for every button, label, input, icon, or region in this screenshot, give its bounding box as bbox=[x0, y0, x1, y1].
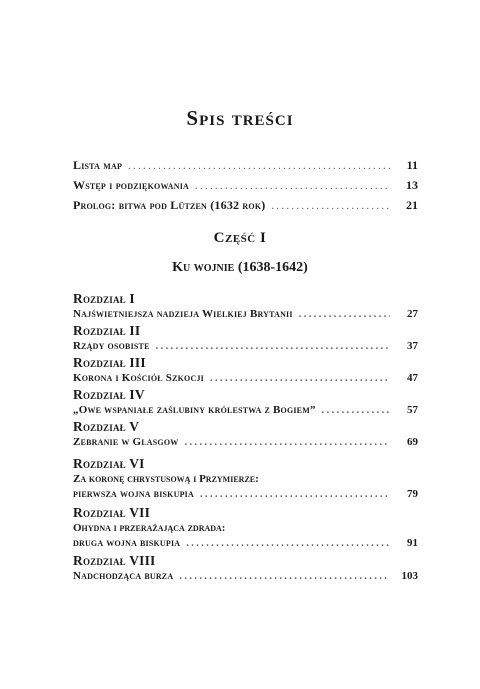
chapter-heading: Rozdział V bbox=[73, 419, 140, 434]
toc-entry-page: 21 bbox=[406, 198, 418, 212]
chapter-heading: Rozdział I bbox=[73, 291, 135, 306]
toc-entry-label: Prolog: bitwa pod Lützen (1632 rok) bbox=[73, 198, 266, 212]
toc-entry-page: 79 bbox=[407, 488, 418, 500]
toc-entry-page: 57 bbox=[407, 404, 418, 416]
chapter-title: druga wojna biskupia bbox=[73, 537, 181, 549]
dot-leader bbox=[156, 341, 390, 352]
chapter-title: Za koronę chrystusową i Przymierze: bbox=[73, 473, 259, 485]
toc-entry-page: 103 bbox=[401, 570, 418, 582]
toc-entry-page: 11 bbox=[406, 158, 418, 172]
toc-entry-page: 69 bbox=[407, 436, 418, 448]
page-title: Spis treści bbox=[186, 106, 294, 130]
chapter-title: Nadchodząca burza bbox=[73, 570, 174, 582]
toc-entry-chapter-6 bbox=[73, 488, 418, 504]
chapter-title: „Owe wspaniałe zaślubiny królestwa z Bogiem” bbox=[73, 404, 316, 416]
toc-entry-page: 91 bbox=[407, 537, 418, 549]
chapter-title: Korona i Kościół Szkocji bbox=[73, 372, 204, 384]
toc-entry-chapter-8 bbox=[73, 570, 418, 586]
toc-entry-page: 37 bbox=[407, 340, 418, 352]
dot-leader bbox=[210, 373, 390, 384]
chapter-heading: Rozdział VI bbox=[73, 456, 145, 471]
chapter-title: Ohydna i przerażająca zdrada: bbox=[73, 522, 226, 534]
toc-entry-list-of-maps bbox=[73, 158, 418, 174]
chapter-heading: Rozdział IV bbox=[73, 387, 145, 402]
toc-entry-label: Wstęp i podziękowania bbox=[73, 178, 189, 192]
chapter-title: Rządy osobiste bbox=[73, 340, 150, 352]
toc-entry-page: 13 bbox=[406, 178, 418, 192]
toc-entry-chapter-5 bbox=[73, 436, 418, 452]
toc-entry-chapter-4 bbox=[73, 404, 418, 420]
dot-leader bbox=[299, 309, 390, 320]
chapter-heading: Rozdział II bbox=[73, 323, 141, 338]
chapter-heading: Rozdział III bbox=[73, 355, 146, 370]
toc-entry-chapter-2 bbox=[73, 340, 418, 356]
part-title: Część I bbox=[213, 230, 267, 246]
toc-entry-page: 27 bbox=[407, 308, 418, 320]
toc-entry-label: Lista map bbox=[73, 158, 123, 172]
toc-entry-prologue bbox=[73, 198, 418, 214]
dot-leader bbox=[184, 437, 390, 448]
part-subtitle: Ku wojnie (1638-1642) bbox=[172, 260, 308, 275]
dot-leader bbox=[322, 405, 390, 416]
toc-entry-chapter-7 bbox=[73, 537, 418, 553]
dot-leader bbox=[200, 489, 390, 500]
toc-entry-chapter-1 bbox=[73, 308, 418, 324]
dot-leader bbox=[186, 538, 390, 549]
dot-leader bbox=[271, 201, 390, 212]
dot-leader bbox=[179, 571, 390, 582]
toc-entry-introduction bbox=[73, 178, 418, 194]
toc-entry-page: 47 bbox=[407, 372, 418, 384]
chapter-title: Zebranie w Glasgow bbox=[73, 436, 179, 448]
dot-leader bbox=[195, 181, 390, 192]
dot-leader bbox=[128, 161, 390, 172]
chapter-heading: Rozdział VIII bbox=[73, 553, 156, 568]
toc-entry-chapter-3 bbox=[73, 372, 418, 388]
chapter-heading: Rozdział VII bbox=[73, 505, 151, 520]
chapter-title: pierwsza wojna biskupia bbox=[73, 488, 194, 500]
chapter-title: Najświetniejsza nadzieja Wielkiej Brytanii bbox=[73, 308, 293, 320]
